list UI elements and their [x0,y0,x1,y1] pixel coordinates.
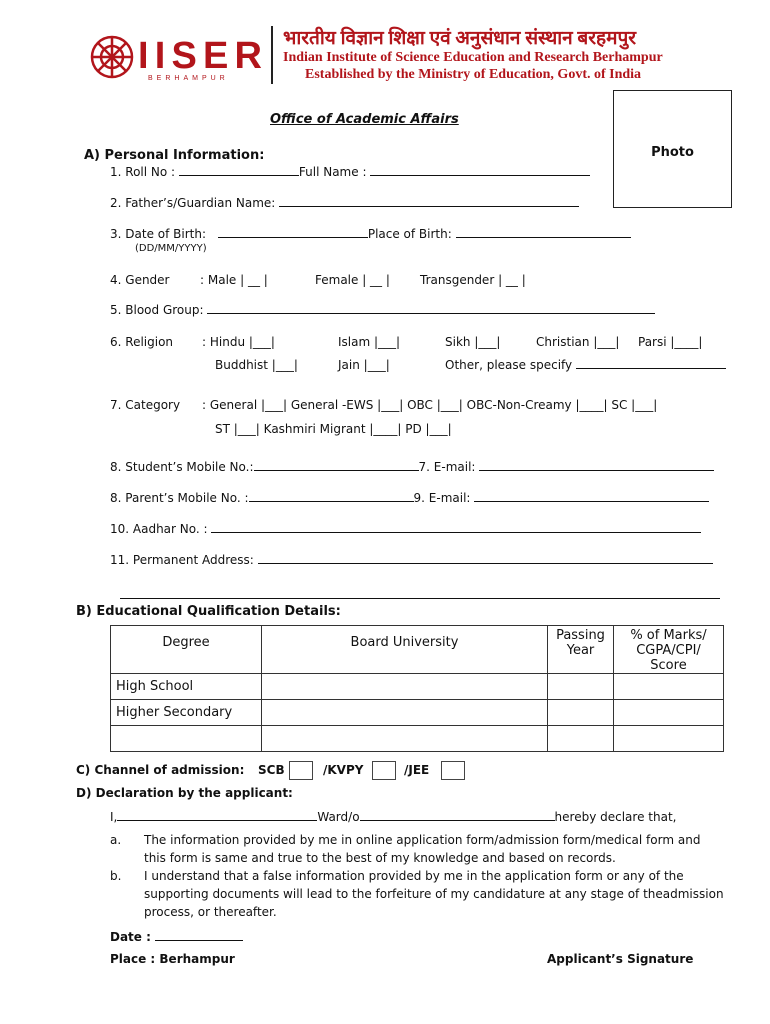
board-cell[interactable] [262,700,548,726]
place-label: Place : Berhampur [110,952,235,966]
table-row [111,674,724,700]
address-row [110,553,713,567]
student-mobile-field[interactable] [254,460,419,471]
roll-no-field[interactable] [179,165,299,176]
religion-sikh[interactable]: Sikh |___| [445,335,501,349]
channel-scb-checkbox[interactable] [289,761,313,780]
category-options-1[interactable]: : General |___| General -EWS |___| OBC |___| OBC-Non-Creamy |____| SC |___| [202,398,658,412]
religion-other-label: Other, please specify [445,358,573,372]
declaration-guardian-field[interactable] [360,810,555,821]
category-options-2[interactable]: ST |___| Kashmiri Migrant |____| PD |___| [215,422,452,436]
religion-other-row [445,358,726,372]
aadhar-label: 10. Aadhar No. : [110,522,208,536]
logo-text: IISER [138,35,262,77]
aadhar-row [110,522,701,536]
parent-mobile-row [110,491,709,505]
english-title: Indian Institute of Science Education and Research Berhampur [283,50,663,65]
declaration-i-label: I, [110,810,118,824]
ministry-subtitle: Established by the Ministry of Education, Govt. of India [305,67,642,82]
declaration-name-field[interactable] [117,810,317,821]
religion-jain[interactable]: Jain |___| [338,358,390,372]
institute-logo [88,32,266,82]
channel-scb-label: SCB [258,763,285,777]
full-name-field[interactable] [370,165,590,176]
blood-row [110,303,655,317]
declaration-b-line2: supporting documents will lead to the forfeiture of my candidature at any stage of theadmission [144,887,724,901]
address-field-line2[interactable] [120,598,720,599]
parent-email-label: 9. E-mail: [413,491,471,505]
dob-row [110,227,631,241]
degree-cell: Higher Secondary [111,700,262,726]
table-row [111,700,724,726]
dob-label: 3. Date of Birth: [110,227,206,241]
year-cell[interactable] [548,726,614,752]
dob-field[interactable] [218,227,368,238]
section-c-title: C) Channel of admission: [76,763,245,777]
declaration-b-line1: I understand that a false information provided by me in the application form or any of the [144,869,684,883]
gender-transgender[interactable]: Transgender | __ | [420,273,526,287]
father-row [110,196,579,210]
parent-mobile-label: 8. Parent’s Mobile No. : [110,491,249,505]
board-cell[interactable] [262,726,548,752]
father-field[interactable] [279,196,579,207]
pob-field[interactable] [456,227,631,238]
channel-kvpy-label: /KVPY [323,763,364,777]
year-cell[interactable] [548,674,614,700]
declaration-name-row [110,810,676,824]
declaration-a-line2: this form is same and true to the best of my knowledge and based on records. [144,851,616,865]
date-label: Date : [110,930,151,944]
header-passing-year: Passing Year [548,626,614,674]
section-a-title: A) Personal Information: [84,148,265,163]
office-title: Office of Academic Affairs [270,112,459,127]
gender-label: 4. Gender [110,273,170,287]
table-row [111,726,724,752]
degree-cell: High School [111,674,262,700]
logo-emblem-icon [92,37,132,77]
parent-mobile-field[interactable] [249,491,414,502]
header-board: Board University [262,626,548,674]
blood-field[interactable] [207,303,655,314]
channel-kvpy-checkbox[interactable] [372,761,396,780]
photo-label: Photo [651,145,694,160]
roll-no-row [110,165,590,179]
student-mobile-label: 8. Student’s Mobile No.: [110,460,254,474]
religion-parsi[interactable]: Parsi |____| [638,335,703,349]
header-degree: Degree [111,626,262,674]
pob-label: Place of Birth: [367,227,452,241]
religion-other-field[interactable] [576,358,726,369]
marks-cell[interactable] [614,674,724,700]
dob-format: (DD/MM/YYYY) [135,243,207,254]
photo-box[interactable] [613,90,732,208]
father-label: 2. Father’s/Guardian Name: [110,196,276,210]
logo-subtext: BERHAMPUR [148,75,229,82]
roll-no-label: 1. Roll No : [110,165,176,179]
declaration-ward-label: Ward/o [317,810,360,824]
table-header-row [111,626,724,674]
student-mobile-row [110,460,714,474]
address-label: 11. Permanent Address: [110,553,254,567]
year-cell[interactable] [548,700,614,726]
address-field[interactable] [258,553,713,564]
gender-female[interactable]: Female | __ | [315,273,390,287]
degree-cell[interactable] [111,726,262,752]
marks-cell[interactable] [614,700,724,726]
section-b-title: B) Educational Qualification Details: [76,604,341,619]
hindi-title: भारतीय विज्ञान शिक्षा एवं अनुसंधान संस्थान बरहमपुर [283,28,637,49]
parent-email-field[interactable] [474,491,709,502]
aadhar-field[interactable] [211,522,701,533]
declaration-b-line3: process, or thereafter. [144,905,277,919]
religion-hindu[interactable]: : Hindu |___| [202,335,275,349]
declaration-a-label: a. [110,833,122,847]
full-name-label: Full Name : [298,165,367,179]
declaration-hereby: hereby declare that, [554,810,677,824]
channel-jee-checkbox[interactable] [441,761,465,780]
religion-christian[interactable]: Christian |___| [536,335,620,349]
education-table [110,625,724,752]
student-email-field[interactable] [479,460,714,471]
header-marks: % of Marks/ CGPA/CPI/ Score [614,626,724,674]
blood-label: 5. Blood Group: [110,303,204,317]
declaration-b-label: b. [110,869,122,883]
religion-label: 6. Religion [110,335,174,349]
declaration-a-line1: The information provided by me in online application form/admission form/medical form and [144,833,701,847]
section-d-title: D) Declaration by the applicant: [76,786,293,800]
category-label: 7. Category [110,398,181,412]
board-cell[interactable] [262,674,548,700]
marks-cell[interactable] [614,726,724,752]
header-divider [271,26,273,84]
date-field[interactable] [155,930,243,941]
religion-islam[interactable]: Islam |___| [338,335,401,349]
student-email-label: 7. E-mail: [418,460,476,474]
channel-jee-label: /JEE [404,763,430,777]
gender-male[interactable]: : Male | __ | [200,273,268,287]
religion-buddhist[interactable]: Buddhist |___| [215,358,298,372]
signature-label: Applicant’s Signature [547,952,694,966]
date-row [110,930,243,944]
